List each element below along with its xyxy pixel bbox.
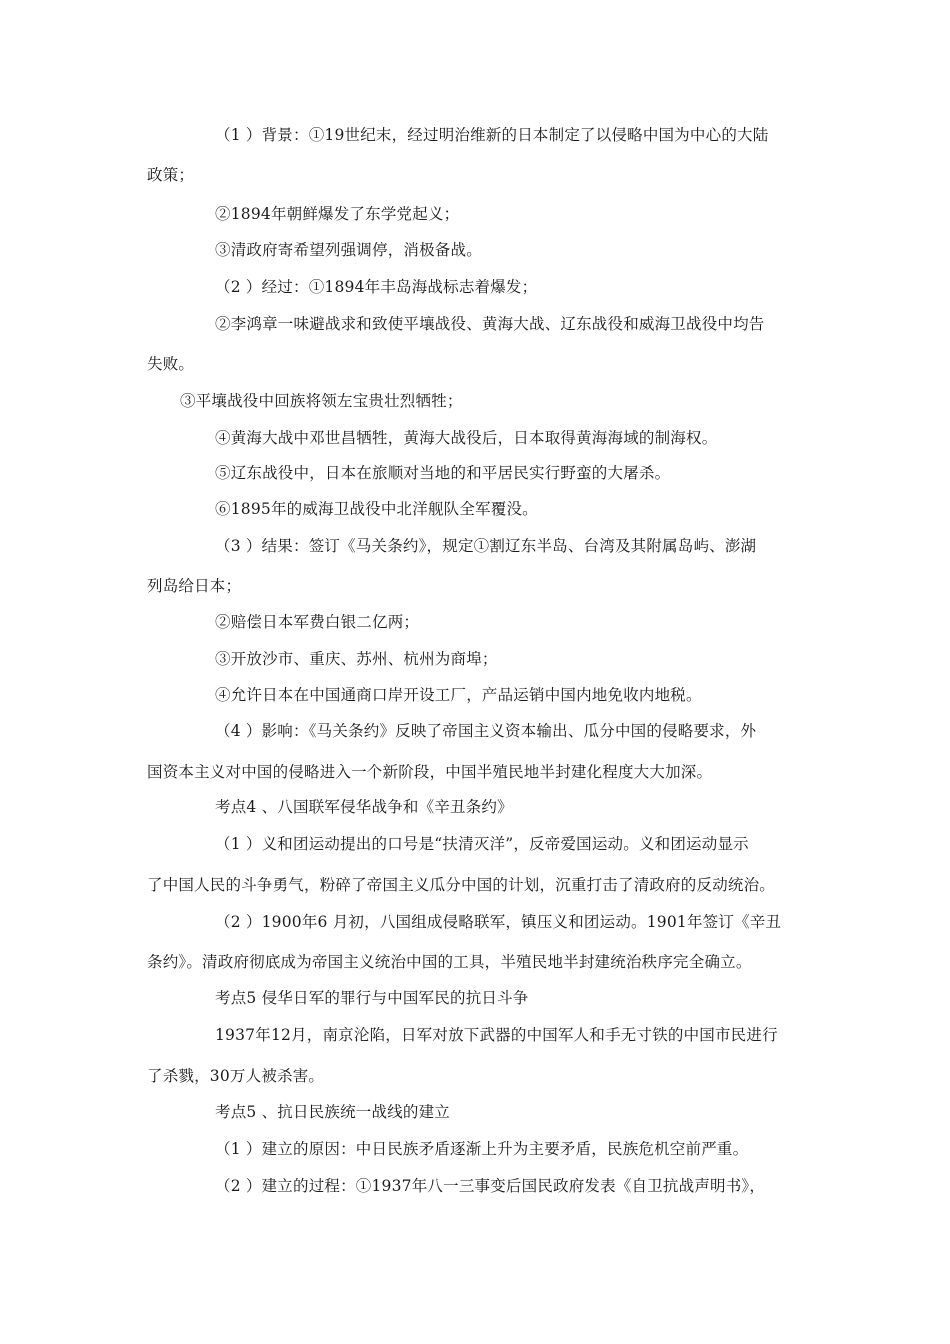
paragraph-line: 国资本主义对中国的侵略进入一个新阶段，中国半殖民地半封建化程度大大加深。: [147, 763, 713, 781]
paragraph-line: 政策；: [147, 166, 195, 184]
paragraph-line: （2 ）经过：①1894年丰岛海战标志着爆发；: [215, 278, 538, 296]
section-heading: 考点5 、抗日民族统一战线的建立: [215, 1103, 450, 1121]
paragraph-line: 了杀戮，30万人被杀害。: [147, 1067, 325, 1085]
paragraph-line: （1 ）义和团运动提出的口号是“扶清灭洋”，反帝爱国运动。义和团运动显示: [215, 835, 749, 853]
paragraph-line: 了中国人民的斗争勇气，粉碎了帝国主义瓜分中国的计划，沉重打击了清政府的反动统治。: [147, 876, 776, 894]
paragraph-line: （4 ）影响：《马关条约》反映了帝国主义资本输出、瓜分中国的侵略要求，外: [215, 722, 757, 740]
section-heading: 考点5 侵华日军的罪行与中国军民的抗日斗争: [215, 989, 529, 1007]
section-heading: 考点4 、八国联军侵华战争和《辛丑条约》: [215, 798, 513, 816]
paragraph-line: ③开放沙市、重庆、苏州、杭州为商埠；: [215, 650, 498, 668]
paragraph-line: ③清政府寄希望列强调停，消极备战。: [215, 241, 482, 259]
paragraph-line: （3 ）结果：签订《马关条约》，规定①割辽东半岛、台湾及其附属岛屿、澎湖: [215, 537, 757, 555]
paragraph-line: （2 ）建立的过程：①1937年八一三事变后国民政府发表《自卫抗战声明书》，: [215, 1177, 766, 1195]
paragraph-line: 失败。: [147, 355, 195, 373]
paragraph-line: （1 ）建立的原因：中日民族矛盾逐渐上升为主要矛盾，民族危机空前严重。: [215, 1140, 749, 1158]
paragraph-line: ②李鸿章一味避战求和致使平壤战役、黄海大战、辽东战役和威海卫战役中均告: [215, 315, 765, 333]
paragraph-line: ②赔偿日本军费白银二亿两；: [215, 613, 420, 631]
paragraph-line: ⑤辽东战役中，日本在旅顺对当地的和平居民实行野蛮的大屠杀。: [215, 464, 671, 482]
paragraph-line: （2 ）1900年6 月初，八国组成侵略联军，镇压义和团运动。1901年签订《辛丑: [215, 913, 782, 931]
paragraph-line: 1937年12月，南京沦陷，日军对放下武器的中国军人和手无寸铁的中国市民进行: [215, 1026, 778, 1044]
paragraph-line: ④允许日本在中国通商口岸开设工厂，产品运销中国内地免收内地税。: [215, 686, 702, 704]
paragraph-line: 条约》。清政府彻底成为帝国主义统治中国的工具，半殖民地半封建统治秩序完全确立。: [147, 953, 752, 971]
paragraph-line: ⑥1895年的威海卫战役中北洋舰队全军覆没。: [215, 500, 538, 518]
paragraph-line: ③平壤战役中回族将领左宝贵壮烈牺牲；: [180, 392, 463, 410]
paragraph-line: ②1894年朝鲜爆发了东学党起义；: [215, 205, 460, 223]
paragraph-line: （1 ）背景：①19世纪末，经过明治维新的日本制定了以侵略中国为中心的大陆: [215, 126, 769, 144]
paragraph-line: ④黄海大战中邓世昌牺牲，黄海大战役后，日本取得黄海海域的制海权。: [215, 429, 718, 447]
paragraph-line: 列岛给日本；: [147, 577, 242, 595]
